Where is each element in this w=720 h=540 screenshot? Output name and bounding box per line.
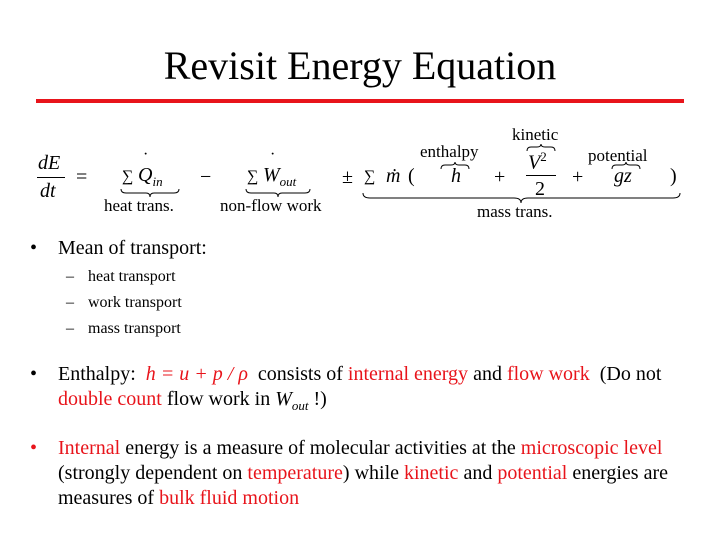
internal-and: and [463,462,493,484]
label-kinetic: kinetic [512,125,559,144]
bullet-internal-energy [30,436,700,511]
eq-minus: − [200,166,212,188]
w-out-letter: W [275,388,292,410]
eq-kinetic-denominator: 2 [535,178,545,200]
enthalpy-and: and [473,363,502,385]
internal-text-3: ) while [342,462,399,484]
eq-lhs-numerator: dE [38,152,61,174]
eq-plus-minus: ± [342,166,353,188]
eq-kinetic-v [528,149,547,175]
q-subscript: in [152,174,163,189]
title-underline [36,99,684,103]
enthalpy-consists: consists of [257,363,343,385]
q-dot: · [143,146,149,163]
eq-sum-work: ∑ [247,168,259,185]
eq-lhs-denominator: dt [40,180,56,202]
label-enthalpy: enthalpy [420,142,479,161]
eq-work-term [263,164,296,190]
eq-enthalpy-h: h [451,165,461,187]
w-dot: · [270,146,276,163]
q-letter: Q [138,164,153,186]
eq-equals: = [76,166,88,188]
sub-bullet-work [30,290,700,316]
enthalpy-formula: h = u + p / ρ [145,363,248,385]
bulk-fluid-motion-term: bulk fluid motion [159,487,300,509]
sub-bullet-text: work transport [88,294,182,311]
w-out-term [275,388,309,413]
bullet-transport [30,236,700,261]
bullet-enthalpy [30,362,700,418]
internal-text-2: (strongly dependent on [58,462,243,484]
double-count-term: double count [58,388,162,410]
microscopic-level-term: microscopic level [520,437,663,459]
potential-term: potential [497,462,568,484]
eq-plus-1: + [494,166,506,188]
eq-open-paren: ( [408,165,415,187]
label-non-flow-work: non-flow work [220,196,322,215]
label-potential: potential [588,146,648,165]
enthalpy-prefix: Enthalpy: [58,363,136,385]
sub-bullet-text: heat transport [88,268,176,285]
temperature-term: temperature [247,462,343,484]
sub-bullet-marker: – [66,320,74,337]
transport-heading: Mean of transport: [58,237,207,259]
bullet-marker: • [30,363,38,385]
bullet-marker: • [30,437,38,459]
eq-heat-term [138,164,163,190]
w-subscript: out [279,174,297,189]
sub-bullet-mass [30,316,700,342]
enthalpy-end: !) [313,388,327,410]
eq-plus-2: + [572,166,584,188]
internal-text-4: energies are measures of [58,462,668,509]
w-letter: W [263,164,280,186]
bullet-list [30,236,700,511]
eq-lhs-fraction-bar [37,177,65,178]
eq-mass-flow: ṁ [386,165,401,187]
internal-text-1: energy is a measure of molecular activities at the [125,437,516,459]
sub-bullet-heat [30,264,700,290]
eq-close-paren: ) [670,165,677,187]
v-letter: V [528,151,541,174]
enthalpy-flow-work-in: flow work in [166,388,271,410]
kinetic-term: kinetic [404,462,459,484]
kinetic-fraction-bar [526,175,556,176]
w-out-subscript: out [291,398,309,413]
sub-bullet-marker: – [66,294,74,311]
eq-sum-mass: ∑ [364,168,376,185]
internal-energy-term: internal energy [347,363,469,385]
eq-sum-heat: ∑ [122,168,134,185]
internal-term: Internal [58,437,121,459]
eq-potential-gz: gz [614,165,632,187]
bullet-marker: • [30,237,38,259]
sub-bullet-marker: – [66,268,74,285]
sub-bullet-text: mass transport [88,320,181,337]
energy-equation [0,118,720,230]
flow-work-term: flow work [506,363,590,385]
label-mass-trans: mass trans. [477,202,553,221]
label-heat-trans: heat trans. [104,196,174,215]
enthalpy-do-not: (Do not [599,363,662,385]
slide-title: Revisit Energy Equation [163,43,557,88]
v-superscript: 2 [540,149,547,164]
